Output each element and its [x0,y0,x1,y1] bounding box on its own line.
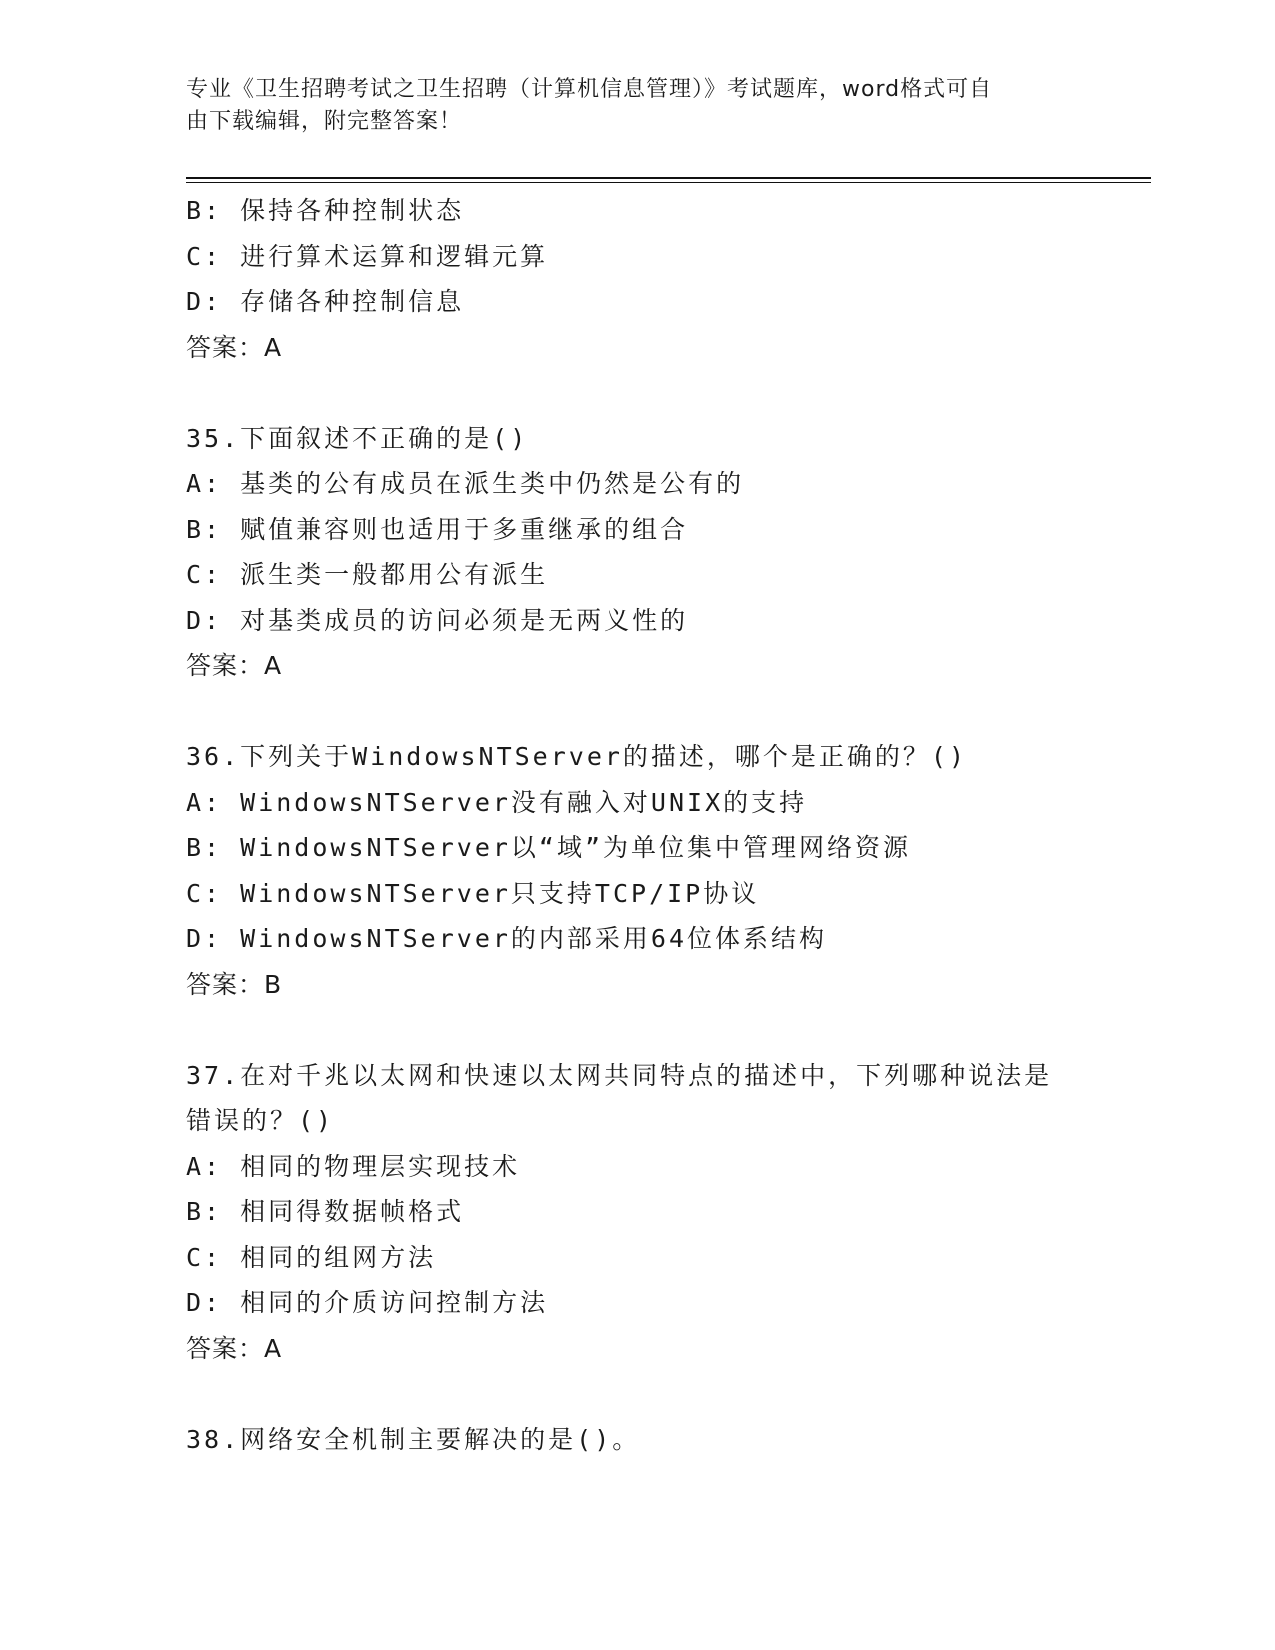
option-d: D: WindowsNTServer的内部采用64位体系结构 [186,924,828,953]
document-header [186,74,1086,138]
option-a: A: 基类的公有成员在派生类中仍然是公有的 [186,469,745,498]
spacer [186,370,1086,416]
option-a: A: 相同的物理层实现技术 [186,1151,521,1181]
option-b: B: 相同得数据帧格式 [186,1197,465,1226]
question-37 [186,1053,1086,1372]
document-body [186,188,1086,1462]
answer: 答案：A [186,1333,283,1363]
option-c: C: 派生类一般都用公有派生 [186,560,549,589]
question-stem-line-2: 错误的？() [186,1106,335,1135]
option-c: C: WindowsNTServer只支持TCP/IP协议 [186,878,760,908]
answer: 答案：A [186,651,283,680]
option-c: C: 进行算术运算和逻辑元算 [186,241,549,271]
question-36 [186,734,1086,1007]
question-stem-line-1: 37.在对千兆以太网和快速以太网共同特点的描述中，下列哪种说法是 [186,1060,1053,1090]
question-stem: 36.下列关于WindowsNTServer的描述，哪个是正确的？() [186,742,968,771]
question-38 [186,1417,1086,1463]
option-b: B: 保持各种控制状态 [186,196,465,225]
header-divider-thin [186,182,1151,183]
spacer [186,1371,1086,1417]
header-line-1: 专业《卫生招聘考试之卫生招聘（计算机信息管理）》考试题库，word格式可自 [186,77,993,102]
option-c: C: 相同的组网方法 [186,1242,437,1272]
question-stem: 38.网络安全机制主要解决的是()。 [186,1424,641,1454]
header-line-2: 由下载编辑，附完整答案！ [186,109,463,134]
option-b: B: 赋值兼容则也适用于多重继承的组合 [186,514,689,544]
header-divider-thick [186,177,1151,179]
option-d: D: 相同的介质访问控制方法 [186,1288,549,1317]
spacer [186,689,1086,735]
option-d: D: 对基类成员的访问必须是无两义性的 [186,605,689,635]
question-34-continued [186,188,1086,370]
answer: 答案：A [186,332,283,362]
question-35 [186,416,1086,689]
option-a: A: WindowsNTServer没有融入对UNIX的支持 [186,787,808,817]
answer: 答案：B [186,969,283,999]
option-b: B: WindowsNTServer以“域”为单位集中管理网络资源 [186,833,912,862]
option-d: D: 存储各种控制信息 [186,287,465,316]
spacer [186,1007,1086,1053]
question-stem: 35.下面叙述不正确的是() [186,423,529,453]
